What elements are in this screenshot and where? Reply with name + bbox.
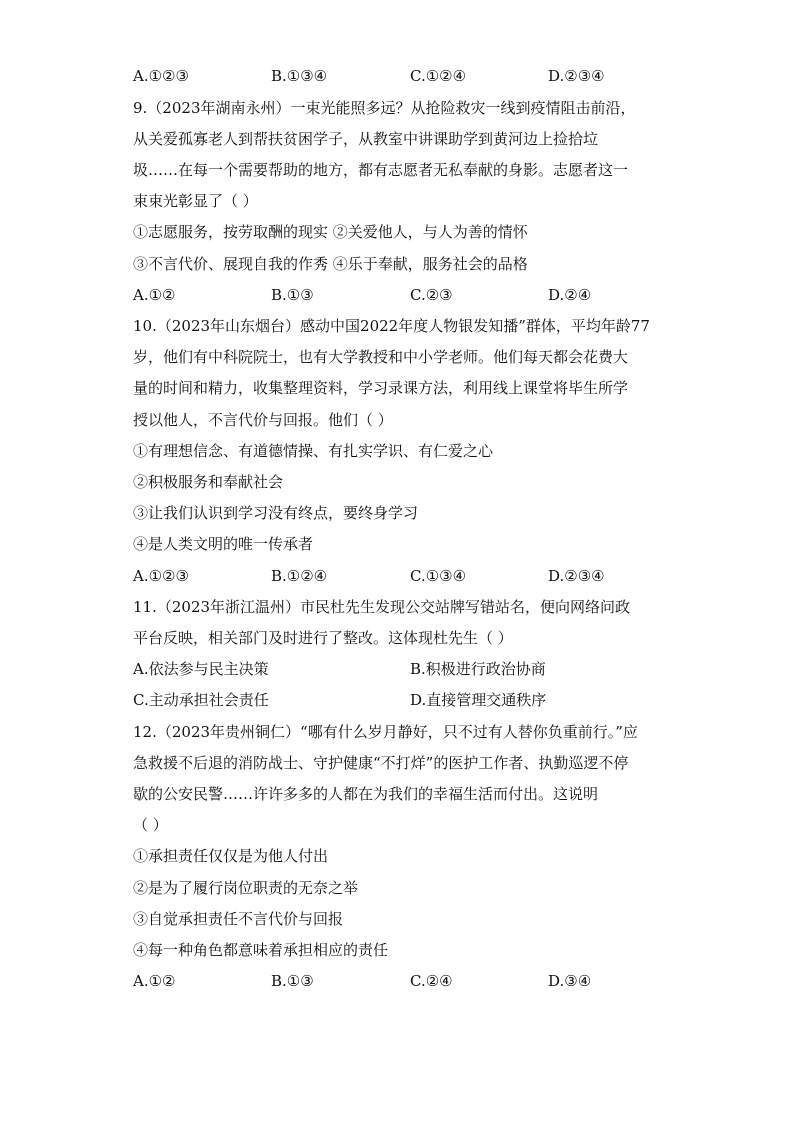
q8-option-a: A.①②③ [133,67,189,85]
q12-statement-line: ③自觉承担责任不言代价与回报 [133,910,344,928]
q11-stem-line: 11.（2023年浙江温州）市民杜先生发现公交站牌写错站名，便向网络问政 [133,598,631,616]
q10-statement-line: ④是人类文明的唯一传承者 [133,535,314,553]
q9-stem-line: 束束光彰显了（ ） [133,192,258,210]
q10-option-a: A.①②③ [133,567,189,585]
q8-option-c: C.①②④ [410,67,467,85]
q9-option-c: C.②③ [410,286,453,304]
q9-stem-line: 9.（2023年湖南永州）一束光能照多远？从抢险救灾一线到疫情阻击前沿， [133,99,636,117]
q10-stem-line: 岁，他们有中科院院士，也有大学教授和中小学老师。他们每天都会花费大 [133,348,629,366]
q9-option-b: B.①③ [271,286,314,304]
q12-stem-line: 12.（2023年贵州铜仁）“哪有什么岁月静好，只不过有人替你负重前行。”应 [133,723,638,741]
q8-option-b: B.①③④ [271,67,328,85]
q10-stem-line: 量的时间和精力，收集整理资料，学习录课方法，利用线上课堂将毕生所学 [133,379,629,397]
q10-statement-line: ②积极服务和奉献社会 [133,473,284,491]
q12-statement-line: ②是为了履行岗位职责的无奈之举 [133,879,359,897]
q11-stem-line: 平台反映，相关部门及时进行了整改。这体现杜先生（ ） [133,629,513,647]
q12-statement-line: ④每一种角色都意味着承担相应的责任 [133,941,389,959]
q11-option-c: C.主动承担社会责任 [133,691,269,709]
q10-option-c: C.①③④ [410,567,467,585]
q10-option-d: D.②③④ [548,567,605,585]
q11-option-d: D.直接管理交通秩序 [410,691,547,709]
q12-statement-line: ①承担责任仅仅是为他人付出 [133,847,329,865]
q9-stem-line: 圾……在每一个需要帮助的地方，都有志愿者无私奉献的身影。志愿者这一 [133,161,629,179]
q11-option-b: B.积极进行政治协商 [410,660,546,678]
q12-stem-line: 急救援不后退的消防战士、守护健康“不打烊”的医护工作者、执勤巡逻不停 [133,754,629,772]
q10-stem-line: 10.（2023年山东烟台）感动中国2022年度人物银发知播”群体，平均年龄77 [133,317,650,335]
q10-statement-line: ①有理想信念、有道德情操、有扎实学识、有仁爱之心 [133,442,494,460]
q12-stem-line: 歇的公安民警……许许多多的人都在为我们的幸福生活而付出。这说明 [133,785,599,803]
q12-option-a: A.①② [133,972,176,990]
q9-option-a: A.①② [133,286,176,304]
q12-option-d: D.③④ [548,972,592,990]
q9-statement-line: ①志愿服务，按劳取酬的现实 ②关爱他人，与人为善的情怀 [133,223,528,241]
q10-statement-line: ③让我们认识到学习没有终点，要终身学习 [133,504,419,522]
q12-stem-line: （ ） [133,816,168,834]
q9-option-d: D.②④ [548,286,592,304]
q10-stem-line: 授以他人，不言代价与回报。他们（ ） [133,411,393,429]
q12-option-c: C.②④ [410,972,453,990]
q10-option-b: B.①②④ [271,567,328,585]
q12-option-b: B.①③ [271,972,314,990]
q9-stem-line: 从关爱孤寡老人到帮扶贫困学子，从教室中讲课助学到黄河边上捡拾垃 [133,130,599,148]
q9-statement-line: ③不言代价、展现自我的作秀 ④乐于奉献，服务社会的品格 [133,255,528,273]
q8-option-d: D.②③④ [548,67,605,85]
q11-option-a: A.依法参与民主决策 [133,660,269,678]
